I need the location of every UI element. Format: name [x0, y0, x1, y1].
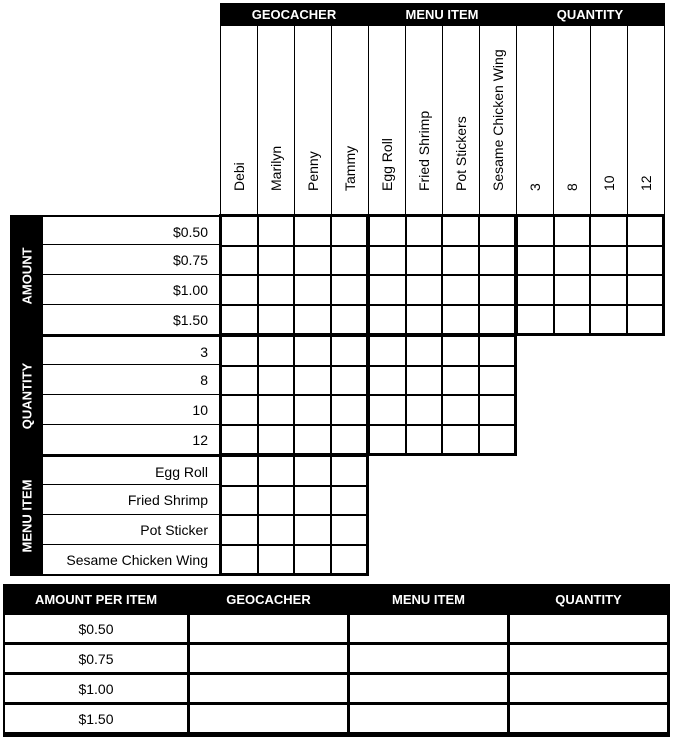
grid-cell[interactable]	[294, 545, 331, 575]
grid-cell[interactable]	[221, 216, 258, 246]
grid-cell[interactable]	[258, 486, 295, 516]
grid-cell[interactable]	[627, 305, 664, 335]
answer-cell[interactable]	[350, 615, 507, 642]
grid-cell[interactable]	[442, 275, 479, 305]
grid-cell[interactable]	[221, 246, 258, 276]
row-label: 12	[43, 425, 221, 455]
grid-cell[interactable]	[331, 486, 368, 516]
table-header: MENU ITEM	[392, 591, 465, 607]
grid-cell[interactable]	[331, 246, 368, 276]
side-label-menu-item	[10, 455, 43, 576]
column-header-label: 10	[601, 175, 617, 191]
column-header	[553, 25, 591, 215]
column-header	[220, 25, 258, 215]
column-header	[590, 25, 628, 215]
column-header	[331, 25, 369, 215]
column-header-label: Fried Shrimp	[416, 110, 432, 191]
answer-cell[interactable]	[190, 675, 347, 702]
answer-cell[interactable]	[510, 705, 667, 732]
column-header-label: Egg Roll	[379, 138, 395, 191]
row-label: $0.50	[43, 215, 221, 245]
grid-cell[interactable]	[442, 366, 479, 396]
row-label: $0.75	[43, 245, 221, 275]
column-header-label: 12	[638, 175, 654, 191]
grid-cell[interactable]	[331, 336, 368, 366]
grid-cell[interactable]	[331, 366, 368, 396]
row-label: Pot Sticker	[43, 515, 221, 545]
row-label: 8	[43, 365, 221, 395]
grid-cell[interactable]	[369, 216, 406, 246]
grid-cell[interactable]	[554, 275, 591, 305]
grid-cell[interactable]	[479, 275, 516, 305]
row-label: $1.00	[43, 275, 221, 305]
grid-cell[interactable]	[517, 275, 554, 305]
grid-cell[interactable]	[442, 305, 479, 335]
grid-cell[interactable]	[479, 305, 516, 335]
grid-cell[interactable]	[221, 336, 258, 366]
grid-cell[interactable]	[590, 216, 627, 246]
grid-cell[interactable]	[590, 246, 627, 276]
grid-cell[interactable]	[221, 366, 258, 396]
grid-cell[interactable]	[221, 395, 258, 425]
amount-cell: $1.50	[5, 705, 187, 732]
grid-cell[interactable]	[221, 305, 258, 335]
grid-cell[interactable]	[406, 425, 443, 455]
answer-table	[3, 584, 670, 737]
grid-cell[interactable]	[221, 486, 258, 516]
grid-cell[interactable]	[442, 425, 479, 455]
row-label: 10	[43, 395, 221, 425]
column-header-label: Debi	[231, 162, 247, 191]
group-menu-item: MENU ITEM	[368, 3, 516, 26]
grid-cell[interactable]	[331, 425, 368, 455]
grid-cell[interactable]	[369, 366, 406, 396]
grid-cell[interactable]	[258, 515, 295, 545]
grid-cell[interactable]	[590, 305, 627, 335]
row-label: $1.50	[43, 305, 221, 335]
grid-cell[interactable]	[406, 275, 443, 305]
grid-cell[interactable]	[258, 275, 295, 305]
grid-cell[interactable]	[221, 456, 258, 486]
grid-cell[interactable]	[479, 336, 516, 366]
column-header	[627, 25, 665, 215]
grid-cell[interactable]	[294, 216, 331, 246]
column-header	[405, 25, 443, 215]
grid-cell[interactable]	[331, 456, 368, 486]
grid-cell[interactable]	[258, 366, 295, 396]
answer-cell[interactable]	[190, 615, 347, 642]
grid-cell[interactable]	[406, 336, 443, 366]
grid-cell[interactable]	[369, 246, 406, 276]
grid-cell[interactable]	[369, 336, 406, 366]
answer-cell[interactable]	[510, 675, 667, 702]
answer-cell[interactable]	[350, 645, 507, 672]
grid-cell[interactable]	[369, 395, 406, 425]
group-geocacher: GEOCACHER	[220, 3, 368, 26]
grid-cell[interactable]	[442, 395, 479, 425]
grid-cell[interactable]	[406, 246, 443, 276]
column-header-label: 8	[564, 183, 580, 191]
side-label-quantity	[10, 335, 43, 456]
grid-cell[interactable]	[294, 486, 331, 516]
row-label: 3	[43, 335, 221, 365]
grid-cell[interactable]	[258, 425, 295, 455]
grid-cell[interactable]	[258, 246, 295, 276]
grid-cell[interactable]	[627, 216, 664, 246]
grid-cell[interactable]	[294, 275, 331, 305]
grid-cell[interactable]	[294, 395, 331, 425]
grid-cell[interactable]	[294, 336, 331, 366]
grid-cell[interactable]	[221, 515, 258, 545]
grid-cell[interactable]	[406, 366, 443, 396]
table-header: GEOCACHER	[226, 591, 311, 607]
table-header: AMOUNT PER ITEM	[34, 591, 158, 607]
grid-block	[367, 214, 517, 336]
grid-cell[interactable]	[406, 305, 443, 335]
grid-cell[interactable]	[369, 305, 406, 335]
answer-cell[interactable]	[510, 645, 667, 672]
amount-cell: $1.00	[5, 675, 187, 702]
table-header: QUANTITY	[555, 591, 622, 607]
column-header	[479, 25, 517, 215]
grid-cell[interactable]	[406, 216, 443, 246]
grid-cell[interactable]	[294, 456, 331, 486]
grid-cell[interactable]	[442, 216, 479, 246]
grid-cell[interactable]	[479, 366, 516, 396]
grid-block	[219, 334, 369, 456]
column-header	[442, 25, 480, 215]
grid-cell[interactable]	[258, 395, 295, 425]
grid-cell[interactable]	[369, 275, 406, 305]
grid-cell[interactable]	[331, 216, 368, 246]
grid-cell[interactable]	[479, 246, 516, 276]
grid-cell[interactable]	[331, 395, 368, 425]
grid-cell[interactable]	[442, 246, 479, 276]
answer-cell[interactable]	[350, 675, 507, 702]
grid-cell[interactable]	[294, 246, 331, 276]
divider	[43, 574, 221, 576]
column-header-label: Sesame Chicken Wing	[490, 49, 506, 191]
grid-cell[interactable]	[331, 545, 368, 575]
grid-cell[interactable]	[479, 395, 516, 425]
grid-block	[515, 214, 665, 336]
grid-cell[interactable]	[294, 366, 331, 396]
grid-cell[interactable]	[258, 336, 295, 366]
column-header	[257, 25, 295, 215]
column-header-label: Tammy	[342, 145, 358, 191]
grid-cell[interactable]	[406, 395, 443, 425]
grid-cell[interactable]	[517, 305, 554, 335]
grid-cell[interactable]	[258, 305, 295, 335]
grid-cell[interactable]	[331, 275, 368, 305]
grid-cell[interactable]	[554, 216, 591, 246]
column-header	[516, 25, 554, 215]
grid-cell[interactable]	[221, 545, 258, 575]
grid-cell[interactable]	[294, 305, 331, 335]
grid-cell[interactable]	[258, 545, 295, 575]
grid-cell[interactable]	[479, 425, 516, 455]
grid-cell[interactable]	[258, 456, 295, 486]
group-quantity: QUANTITY	[516, 3, 664, 26]
amount-cell: $0.75	[5, 645, 187, 672]
grid-cell[interactable]	[331, 515, 368, 545]
answer-cell[interactable]	[190, 705, 347, 732]
column-header	[368, 25, 406, 215]
side-label-text: AMOUNT	[19, 246, 34, 305]
grid-cell[interactable]	[294, 515, 331, 545]
grid-cell[interactable]	[294, 425, 331, 455]
grid-cell[interactable]	[627, 275, 664, 305]
grid-cell[interactable]	[221, 425, 258, 455]
grid-cell[interactable]	[590, 275, 627, 305]
grid-cell[interactable]	[258, 216, 295, 246]
column-header-label: Penny	[305, 151, 321, 191]
grid-block	[219, 454, 369, 576]
row-label: Sesame Chicken Wing	[43, 545, 221, 575]
amount-cell: $0.50	[5, 615, 187, 642]
grid-block	[219, 214, 369, 336]
grid-cell[interactable]	[627, 246, 664, 276]
side-label-text: QUANTITY	[19, 362, 34, 429]
grid-cell[interactable]	[479, 216, 516, 246]
answer-cell[interactable]	[510, 615, 667, 642]
grid-cell[interactable]	[517, 246, 554, 276]
grid-cell[interactable]	[517, 216, 554, 246]
side-label-text: MENU ITEM	[19, 479, 34, 552]
grid-block	[367, 334, 517, 456]
column-header-label: Pot Stickers	[453, 116, 469, 191]
grid-cell[interactable]	[442, 336, 479, 366]
side-label-amount	[10, 215, 43, 336]
grid-cell[interactable]	[221, 275, 258, 305]
column-header-label: 3	[527, 183, 543, 191]
row-label: Fried Shrimp	[43, 485, 221, 515]
grid-cell[interactable]	[554, 246, 591, 276]
grid-cell[interactable]	[554, 305, 591, 335]
grid-cell[interactable]	[369, 425, 406, 455]
column-header	[294, 25, 332, 215]
grid-cell[interactable]	[331, 305, 368, 335]
row-label: Egg Roll	[43, 455, 221, 485]
answer-cell[interactable]	[350, 705, 507, 732]
answer-cell[interactable]	[190, 645, 347, 672]
column-header-label: Marilyn	[268, 145, 284, 191]
